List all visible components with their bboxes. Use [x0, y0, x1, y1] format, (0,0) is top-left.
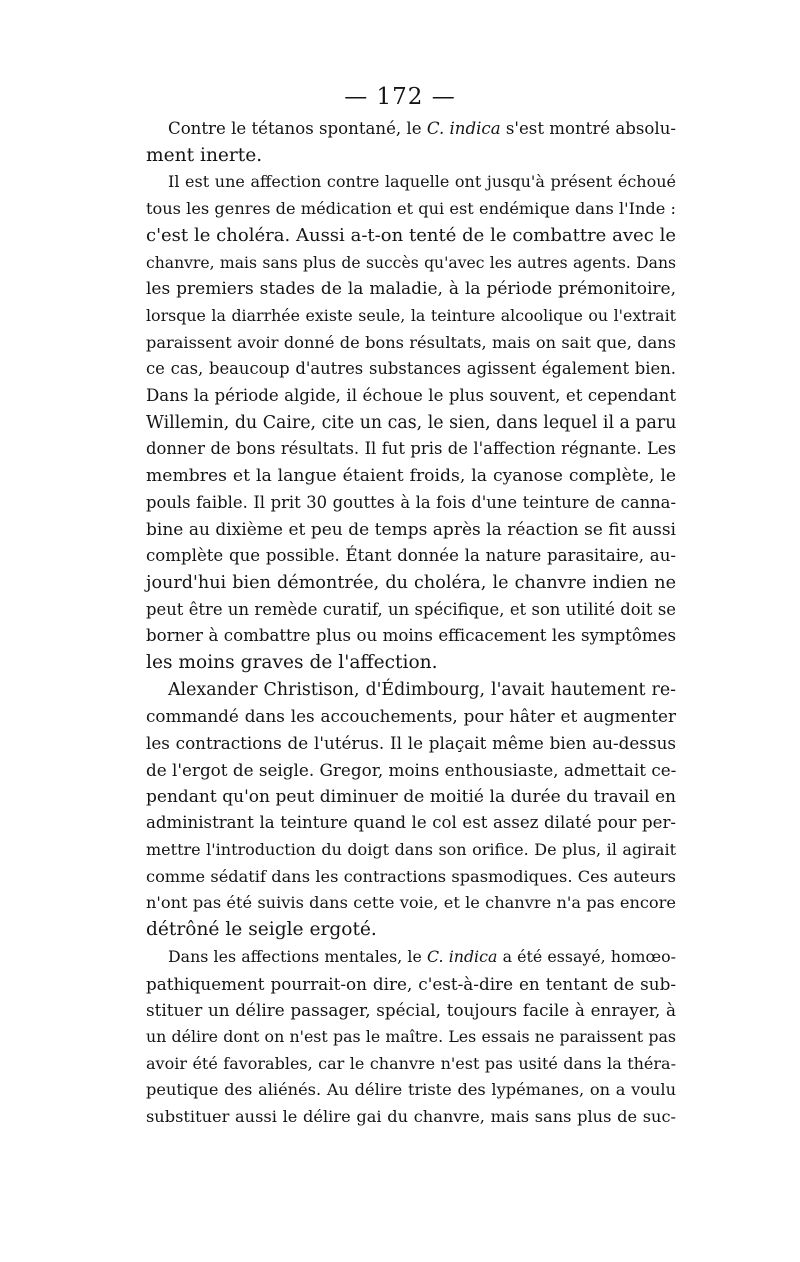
text-line: Alexander Christison, d'Édimbourg, l'avait hautement re-	[168, 679, 676, 700]
text-line: commandé dans les accouchements, pour hâter et augmenter	[146, 706, 676, 727]
text-line: stituer un délire passager, spécial, toujours facile à enrayer, à	[146, 1000, 676, 1021]
body-text	[124, 116, 676, 1131]
text-line: Contre le tétanos spontané, le C. indica s'est montré absolu-	[168, 119, 676, 138]
text-line: un délire dont on n'est pas le maître. Les essais ne paraissent pas	[146, 1026, 676, 1046]
text-line: pendant qu'on peut diminuer de moitié la durée du travail en	[146, 786, 676, 807]
text-line: donner de bons résultats. Il fut pris de l'affection régnante. Les	[146, 439, 676, 459]
text-line: administrant la teinture quand le col est assez dilaté pour per-	[146, 813, 676, 833]
text-line: tous les genres de médication et qui est endémique dans l'Inde :	[146, 199, 676, 219]
text-line: Dans les affections mentales, le C. indica a été essayé, homœo-	[168, 946, 676, 966]
paragraph-christison	[124, 677, 676, 944]
text-line: pathiquement pourrait-on dire, c'est-à-dire en tentant de sub-	[146, 973, 676, 994]
text-line: les premiers stades de la maladie, à la période prémonitoire,	[146, 279, 676, 300]
text-line: jourd'hui bien démontrée, du choléra, le chanvre indien ne	[146, 572, 676, 593]
paragraph-affections-mentales	[124, 944, 676, 1131]
text-line: pouls faible. Il prit 30 gouttes à la fois d'une teinture de canna-	[146, 492, 676, 512]
text-line: substituer aussi le délire gai du chanvre, mais sans plus de suc-	[146, 1107, 676, 1127]
text-line: les moins graves de l'affection.	[146, 652, 438, 674]
text-line: de l'ergot de seigle. Gregor, moins enthousiaste, admettait ce-	[146, 759, 677, 780]
text-line: mettre l'introduction du doigt dans son orifice. De plus, il agirait	[146, 839, 676, 859]
text-line: n'ont pas été suivis dans cette voie, et le chanvre n'a pas encore	[146, 893, 676, 913]
text-line: membres et la langue étaient froids, la cyanose complète, le	[146, 466, 676, 487]
text-line: les contractions de l'utérus. Il le plaçait même bien au-dessus	[146, 733, 676, 754]
page-number: — 172 —	[344, 84, 456, 110]
text-line: ment inerte.	[146, 144, 263, 166]
text-line: avoir été favorables, car le chanvre n'est pas usité dans la théra-	[146, 1053, 676, 1073]
text-line: Willemin, du Caire, cite un cas, le sien, dans lequel il a paru	[146, 412, 677, 433]
text-line: peut être un remède curatif, un spécifique, et son utilité doit se	[146, 599, 676, 619]
text-line: Dans la période algide, il échoue le plus souvent, et cependant	[146, 386, 676, 406]
text-line: peutique des aliénés. Au délire triste des lypémanes, on a voulu	[146, 1080, 676, 1100]
text-line: comme sédatif dans les contractions spasmodiques. Ces auteurs	[146, 866, 676, 886]
paragraph-tetanos	[124, 116, 676, 169]
text-line: ce cas, beaucoup d'autres substances agissent également bien.	[146, 359, 676, 379]
text-line: complète que possible. Étant donnée la nature parasitaire, au-	[146, 546, 676, 566]
text-line: Il est une affection contre laquelle ont jusqu'à présent échoué	[168, 172, 676, 192]
text-line: bine au dixième et peu de temps après la réaction se fit aussi	[146, 519, 676, 540]
text-line: lorsque la diarrhée existe seule, la teinture alcoolique ou l'extrait	[146, 305, 676, 325]
text-line: détrôné le seigle ergoté.	[146, 919, 377, 941]
paragraph-cholera	[124, 169, 676, 676]
text-line: paraissent avoir donné de bons résultats, mais on sait que, dans	[146, 332, 676, 352]
text-line: c'est le choléra. Aussi a-t-on tenté de le combattre avec le	[146, 224, 676, 246]
text-line: chanvre, mais sans plus de succès qu'avec les autres agents. Dans	[146, 253, 676, 272]
text-line: borner à combattre plus ou moins efficacement les symptômes	[146, 626, 676, 646]
